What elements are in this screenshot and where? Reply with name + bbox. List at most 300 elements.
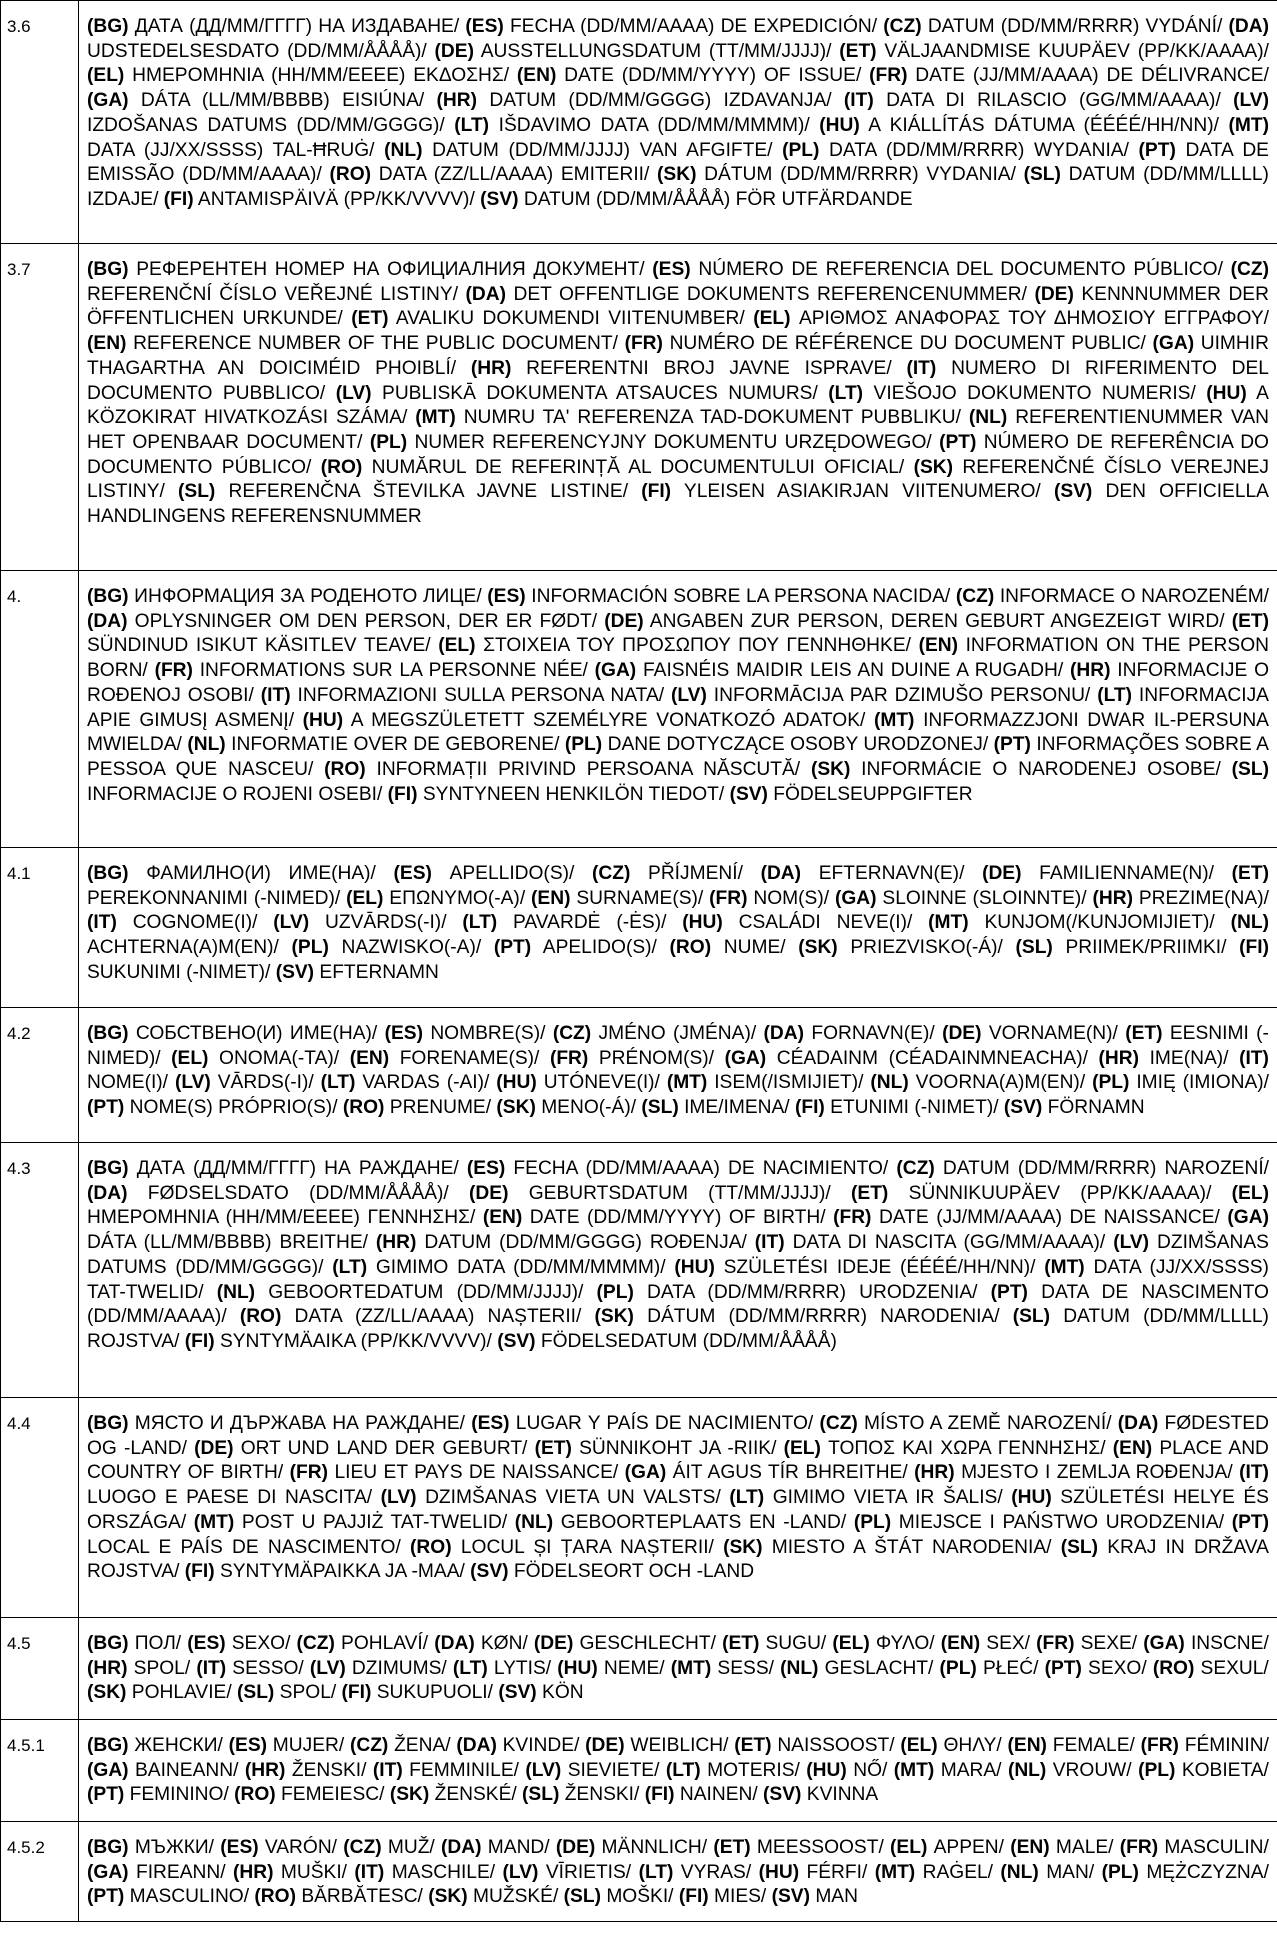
translated-label: PLACE AND COUNTRY OF BIRTH/ [87,1437,1269,1484]
translated-label: NOME(S) PRÓPRIO(S)/ [129,1097,338,1119]
language-code: (ET) [734,1735,772,1756]
translated-label: NÚMERO DE REFERÊNCIA DO DOCUMENTO PÚBLICO/ [87,431,1269,478]
translated-label: APELIDO(S)/ [542,937,657,959]
language-code: (EN) [918,635,958,657]
translated-label: PRÉNOM(S)/ [598,1047,714,1069]
translated-label: INFORMACIJE O ROĐENOJ OSOBI/ [87,660,1269,706]
row-number: 4.5.1 [1,1720,79,1822]
translated-label: МЪЖКИ/ [134,1837,214,1858]
language-code: (ET) [1125,1023,1163,1044]
translated-label: SURNAME(S)/ [576,887,704,909]
translated-label: DATUM (DD/MM/GGGG) IZDAVANJA/ [489,90,832,112]
translated-label: MAND/ [487,1837,550,1858]
translated-label: FECHA (DD/MM/AAAA) DE EXPEDICIÓN/ [509,16,878,37]
language-code: (SL) [1023,164,1061,186]
language-code: (PT) [493,937,532,959]
language-code: (HU) [674,1256,715,1278]
language-code: (HU) [1206,382,1247,404]
translated-label: OPLYSNINGER OM DEN PERSON, DER ER FØDT/ [134,610,598,632]
language-code: (LV) [671,684,707,706]
translated-label: SYNTYNEEN HENKILÖN TIEDOT/ [422,783,725,805]
translated-label: FEMININO/ [129,1784,229,1806]
translated-label: ΕΠΩΝΥΜΟ(-Α)/ [389,887,526,909]
translated-label: ACHTERNA(A)M(EN)/ [87,937,279,959]
language-code: (EN) [516,65,557,87]
language-code: (IT) [354,1861,385,1883]
language-code: (SL) [563,1886,601,1908]
translated-label: SEX/ [986,1633,1030,1654]
language-code: (IT) [906,357,937,379]
translated-label: DEN OFFICIELLA HANDLINGENS REFERENSNUMMER [87,481,1269,528]
language-code: (CZ) [896,1158,935,1179]
language-code: (PT) [993,734,1031,756]
row-label-text [79,848,1277,1008]
translated-label: МЯСТО И ДЪРЖАВА НА РАЖДАНЕ/ [134,1413,465,1434]
table-row [1,1008,1277,1143]
translated-label: MOTERIS/ [707,1759,800,1781]
language-code: (DA) [1117,1413,1159,1434]
language-code: (LV) [380,1487,417,1509]
language-code: (BG) [87,1735,129,1756]
translated-label: ΗΜΕΡΟΜΗΝΙΑ (ΗΗ/ΜΜ/ΕΕΕΕ) ΕΚΔΟΣΗΣ/ [132,65,510,87]
translated-label: JMÉNO (JMÉNA)/ [598,1023,757,1044]
language-code: (RO) [234,1784,276,1806]
row-label-text [79,1822,1277,1922]
language-code: (LT) [452,1657,488,1679]
language-code: (SV) [763,1784,802,1806]
language-code: (FR) [549,1047,589,1069]
language-code: (FI) [641,481,672,503]
language-code: (HR) [1069,660,1111,682]
translated-label: ΟΝΟΜΑ(-ΤΑ)/ [219,1047,340,1069]
translated-label: EFTERNAMN [319,961,439,983]
translated-label: APELLIDO(S)/ [449,863,575,884]
row-label-text [79,571,1277,848]
translated-label: VÄLJAANDMISE KUUPÄEV (PP/KK/AAAA)/ [884,40,1269,62]
translated-label: ΑΡΡΕΝ/ [933,1837,1004,1858]
language-code: (EL) [890,1837,928,1858]
language-code: (FI) [184,1561,215,1583]
language-code: (CZ) [1230,259,1269,280]
translated-label: SESS/ [717,1657,774,1679]
language-code: (DA) [1228,16,1269,37]
translated-label: DATUM (DD/MM/ÅÅÅÅ) FÖR UTFÄRDANDE [523,188,913,210]
table-body [1,1,1277,1922]
translated-label: KØN/ [480,1633,528,1654]
language-code: (DA) [87,610,128,632]
translated-label: MĘŻCZYZNA/ [1146,1861,1269,1883]
row-number: 3.7 [1,244,79,571]
translated-label: FEMMINILE/ [409,1759,519,1781]
language-code: (BG) [87,1413,129,1434]
translated-label: DATA DI RILASCIO (GG/MM/AAAA)/ [886,90,1221,112]
translated-label: AVALIKU DOKUMENDI VIITENUMBER/ [395,308,745,330]
language-code: (ET) [713,1837,751,1858]
language-code: (EL) [753,308,791,330]
language-code: (RO) [239,1306,282,1328]
language-code: (EL) [900,1735,938,1756]
translated-label: EFTERNAVN(E)/ [818,863,965,884]
language-code: (MT) [1044,1256,1085,1278]
language-code: (DA) [763,1023,805,1044]
language-code: (CZ) [883,16,922,37]
language-code: (LV) [335,382,372,404]
language-code: (HU) [682,912,723,934]
language-code: (HU) [806,1759,847,1781]
language-code: (HR) [244,1759,286,1781]
translated-label: DATA (DD/MM/RRRR) WYDANIA/ [829,139,1129,161]
translated-label: KOBIETA/ [1181,1759,1269,1781]
language-code: (NL) [870,1072,909,1094]
translated-label: MASCHILE/ [391,1861,496,1883]
table-row [1,1720,1277,1822]
language-code: (ET) [722,1633,760,1654]
language-code: (SK) [87,1682,127,1704]
translated-label: POST U PAJJIŻ TAT-TWELID/ [241,1511,508,1533]
translated-label: PRIIMEK/PRIIMKI/ [1065,937,1227,959]
translated-label: KENNNUMMER DER ÖFFENTLICHEN URKUNDE/ [87,283,1269,330]
translated-label: NUMER REFERENCYJNY DOKUMENTU URZĘDOWEGO/ [414,431,932,453]
language-code: (SV) [480,188,519,210]
translated-label: IŠDAVIMO DATA (DD/MM/MMMM)/ [498,114,810,136]
language-code: (PT) [87,1097,125,1119]
translated-label: CSALÁDI NEVE(I)/ [738,912,913,934]
translated-label: VIEŠOJO DOKUMENTO NUMERIS/ [873,382,1196,404]
translated-label: ΤΟΠΟΣ ΚΑΙ ΧΩΡΑ ΓΕΝΝΗΣΗΣ/ [828,1437,1106,1459]
translated-label: INFORMACE O NAROZENÉM/ [999,586,1270,607]
translated-label: SESSO/ [232,1657,304,1679]
translated-label: SYNTYMÄPAIKKA JA -MAA/ [219,1561,465,1583]
language-code: (FI) [794,1097,825,1119]
language-code: (PT) [990,1281,1028,1303]
language-code: (HR) [1098,1047,1140,1069]
language-code: (EL) [438,635,476,657]
table-row [1,244,1277,571]
language-code: (DA) [441,1837,482,1858]
translated-label: SPOL/ [133,1657,191,1679]
row-number: 4.5 [1,1618,79,1720]
language-code: (FI) [678,1886,709,1908]
translated-label: ÁIT AGUS TÍR BHREITHE/ [672,1462,908,1484]
table-row [1,1398,1277,1618]
translated-label: PAVARDĖ (-ĖS)/ [513,912,667,934]
translated-label: DZIMŠANAS VIETA UN VALSTS/ [425,1487,721,1509]
translated-label: LUGAR Y PAÍS DE NACIMIENTO/ [515,1413,814,1434]
language-code: (SV) [1003,1097,1043,1119]
language-code: (SL) [522,1784,560,1806]
translated-label: NÚMERO DE REFERENCIA DEL DOCUMENTO PÚBLICO/ [698,259,1223,280]
language-code: (ES) [471,1413,510,1434]
language-code: (PT) [1231,1511,1269,1533]
translated-label: MÄNNLICH/ [601,1837,708,1858]
language-code: (LT) [665,1759,701,1781]
language-code: (GA) [87,1861,129,1883]
language-code: (IT) [843,90,874,112]
translated-label: ŽENA/ [394,1735,451,1756]
language-code: (EL) [783,1437,821,1459]
translated-label: SEXE/ [1080,1633,1138,1654]
language-code: (NL) [514,1511,554,1533]
language-code: (EL) [346,887,384,909]
language-code: (DE) [1034,283,1074,305]
language-code: (NL) [1000,1861,1039,1883]
language-code: (PT) [1138,139,1176,161]
language-code: (IT) [1239,1462,1269,1484]
table-row [1,1143,1277,1398]
language-code: (SV) [1053,481,1093,503]
language-code: (SV) [275,961,315,983]
language-code: (BG) [87,1023,129,1044]
language-code: (SL) [1015,937,1053,959]
language-code: (SK) [657,164,697,186]
translated-label: ŽENSKÉ/ [434,1784,517,1806]
language-code: (LT) [729,1487,765,1509]
translated-label: NOME(I)/ [87,1072,169,1094]
translated-label: FIREANN/ [135,1861,226,1883]
translated-label: FÖDELSEUPPGIFTER [773,783,973,805]
translated-label: INFORMACIJE O ROJENI OSEBI/ [87,783,383,805]
language-code: (PL) [853,1511,892,1533]
translated-label: PEREKONNANIMI (-NIMED)/ [87,887,341,909]
language-code: (GA) [1152,333,1195,355]
language-code: (ES) [466,1158,506,1179]
language-code: (SK) [389,1784,430,1806]
language-code: (RO) [669,937,712,959]
language-code: (MT) [893,1759,935,1781]
language-code: (MT) [928,912,969,934]
language-code: (HR) [436,90,478,112]
translated-label: MÍSTO A ZEMĚ NAROZENÍ/ [864,1413,1112,1434]
language-code: (DE) [434,40,474,62]
translated-label: INFORMAZIONI SULLA PERSONA NATA/ [297,684,665,706]
language-code: (FR) [154,660,193,682]
language-code: (GA) [594,660,637,682]
translated-label: INFORMAÇÕES SOBRE A PESSOA QUE NASCEU/ [87,734,1269,780]
language-code: (FI) [1239,937,1269,959]
translated-label: ДАТА (ДД/ММ/ГГГГ) НА РАЖДАНЕ/ [136,1158,459,1179]
language-code: (SK) [428,1886,468,1908]
language-code: (SV) [470,1561,509,1583]
language-code: (NL) [1230,912,1269,934]
language-code: (LT) [462,912,498,934]
translated-label: ORT UND LAND DER GEBURT/ [240,1437,528,1459]
translated-label: MIES/ [714,1886,767,1908]
language-code: (GA) [724,1047,767,1069]
translated-label: PREZIME(NA)/ [1138,887,1269,909]
translated-label: MUJER/ [272,1735,345,1756]
language-code: (RO) [1152,1657,1195,1679]
translated-label: FÉRFI/ [806,1861,868,1883]
translated-label: REFERENČNÍ ČÍSLO VEŘEJNÉ LISTINY/ [87,283,459,305]
translated-label: SEXO/ [231,1633,291,1654]
row-label-text [79,1618,1277,1720]
language-code: (PL) [1101,1861,1139,1883]
language-code: (SK) [594,1306,634,1328]
row-number: 4.1 [1,848,79,1008]
language-code: (EN) [87,333,127,355]
translated-label: VARDAS (-AI)/ [362,1072,490,1094]
language-code: (MT) [873,709,915,731]
language-code: (SK) [810,758,851,780]
language-code: (RO) [342,1097,385,1119]
translated-label: DATE (DD/MM/YYYY) OF BIRTH/ [529,1207,826,1229]
language-code: (LV) [174,1072,211,1094]
translated-label: MAN/ [1046,1861,1095,1883]
translated-label: FØDESTED OG -LAND/ [87,1413,1269,1459]
translated-label: NŐ/ [853,1759,888,1781]
translated-label: DATA (ZZ/LL/AAAA) EMITERII/ [378,164,650,186]
translated-label: DATA (JJ/XX/SSSS) TAT-TWELID/ [87,1256,1269,1303]
translated-label: MARA/ [940,1759,1002,1781]
language-code: (HU) [302,709,344,731]
translated-label: GESCHLECHT/ [579,1633,716,1654]
translated-label: ANTAMISPÄIVÄ (PP/KK/VVVV)/ [197,188,475,210]
translated-label: DÁTUM (DD/MM/RRRR) NARODENIA/ [647,1306,1000,1328]
translated-label: NUMĂRUL DE REFERINȚĂ AL DOCUMENTULUI OFICIAL/ [371,456,905,478]
language-code: (ES) [220,1837,259,1858]
language-code: (DE) [585,1735,625,1756]
translated-label: MASCULINO/ [129,1886,250,1908]
language-code: (IT) [87,912,117,934]
translated-label: SZÜLETÉSI HELYE ÉS ORSZÁGA/ [87,1487,1269,1533]
language-code: (EN) [482,1207,523,1229]
language-code: (ET) [534,1437,572,1459]
translated-label: VARÓN/ [264,1837,338,1858]
translated-label: FORNAVN(E)/ [811,1023,935,1044]
translated-label: UIMHIR THAGARTHA AN DOICIMÉID PHOIBLÍ/ [87,333,1269,379]
translated-label: DATA (DD/MM/RRRR) URODZENIA/ [647,1281,978,1303]
language-code: (EN) [940,1633,981,1654]
language-code: (HU) [496,1072,537,1094]
language-code: (DE) [982,863,1022,884]
language-code: (CZ) [552,1023,592,1044]
translated-label: VĪRIETIS/ [545,1861,632,1883]
translated-label: SIEVIETE/ [567,1759,660,1781]
language-code: (ES) [228,1735,267,1756]
language-code: (IT) [754,1232,785,1254]
language-code: (FI) [163,188,194,210]
translated-label: EESNIMI (-NIMED)/ [87,1023,1269,1069]
translated-label: DATE (JJ/MM/AAAA) DE DÉLIVRANCE/ [915,65,1269,87]
translated-label: ДАТА (ДД/ММ/ГГГГ) НА ИЗДАВАНЕ/ [134,16,460,37]
row-number: 3.6 [1,1,79,244]
translated-label: MALE/ [1055,1837,1114,1858]
language-code: (FR) [1119,1837,1159,1858]
language-code: (MT) [670,1657,712,1679]
language-code: (BG) [87,16,129,37]
translated-label: INFORMACIÓN SOBRE LA PERSONA NACIDA/ [531,586,951,607]
translated-label: DATA (ZZ/LL/AAAA) NAȘTERII/ [294,1306,582,1328]
translated-label: NUME/ [723,937,786,959]
language-code: (CZ) [296,1633,335,1654]
language-code: (HU) [557,1657,598,1679]
language-code: (IT) [1239,1047,1269,1069]
language-code: (SL) [1231,758,1269,780]
translated-label: LIEU ET PAYS DE NAISSANCE/ [334,1462,619,1484]
translated-label: ΦΥΛΟ/ [875,1633,935,1654]
translated-label: SÜNNIKOHT JA -RIIK/ [579,1437,777,1459]
language-code: (LT) [638,1861,674,1883]
translated-label: NAINEN/ [679,1784,758,1806]
translated-label: SEXO/ [1088,1657,1147,1679]
language-code: (LV) [1233,90,1269,112]
language-code: (EN) [349,1047,390,1069]
language-code: (RO) [329,164,372,186]
translated-label: FECHA (DD/MM/AAAA) DE NACIMIENTO/ [513,1158,889,1179]
translated-label: AUSSTELLUNGSDATUM (TT/MM/JJJJ)/ [480,40,832,62]
language-code: (PL) [782,139,820,161]
translated-label: ETUNIMI (-NIMET)/ [830,1097,999,1119]
translated-label: REFERENCE NUMBER OF THE PUBLIC DOCUMENT/ [133,333,618,355]
language-code: (NL) [384,139,423,161]
language-code: (SL) [641,1097,679,1119]
language-code: (HU) [819,114,860,136]
table-row [1,1822,1277,1922]
translated-label: REFERENTNI BROJ JAVNE ISPRAVE/ [526,357,892,379]
translated-label: MIESTO A ŠTÁT NARODENIA/ [771,1536,1052,1558]
language-code: (HR) [914,1462,955,1484]
translated-label: DATUM (DD/MM/RRRR) VYDÁNÍ/ [927,16,1223,37]
translated-label: WEIBLICH/ [630,1735,729,1756]
translated-label: NEME/ [603,1657,665,1679]
language-code: (SL) [178,481,216,503]
translated-label: DATE (JJ/MM/AAAA) DE NAISSANCE/ [878,1207,1220,1229]
translated-label: РЕФЕРЕНТЕН НОМЕР НА ОФИЦИАЛНИЯ ДОКУМЕНТ/ [136,259,645,280]
language-code: (FR) [624,333,663,355]
language-code: (PL) [939,1657,977,1679]
translated-label: PRENUME/ [389,1097,492,1119]
translated-label: PŁEĆ/ [982,1657,1039,1679]
translated-label: NAZWISKO(-A)/ [341,937,482,959]
translated-label: FÖRNAMN [1047,1097,1145,1119]
language-code: (DE) [555,1837,596,1858]
translated-label: GIMIMO VIETA IR ŠALIS/ [772,1487,1003,1509]
language-code: (FR) [1140,1735,1179,1756]
language-code: (ET) [1231,863,1269,884]
language-code: (PL) [1092,1072,1130,1094]
language-code: (PT) [87,1784,125,1806]
language-code: (SL) [1012,1306,1051,1328]
translated-label: DATE (DD/MM/YYYY) OF ISSUE/ [564,65,862,87]
language-code: (DE) [533,1633,574,1654]
translated-label: INFORMATIONS SUR LA PERSONNE NÉE/ [199,660,588,682]
translated-label: MUŽSKÉ/ [473,1886,559,1908]
language-code: (MT) [415,407,456,429]
translated-label: INFORMACIJA APIE GIMUSĮ ASMENĮ/ [87,684,1269,731]
translated-label: POHLAVÍ/ [341,1633,429,1654]
language-code: (RO) [410,1536,452,1558]
translated-label: ŽENSKI/ [291,1759,367,1781]
language-code: (ET) [1231,610,1269,632]
translated-label: DATA DE NASCIMENTO (DD/MM/AAAA)/ [87,1281,1269,1328]
language-code: (ES) [652,259,691,280]
translated-label: FEMEIESC/ [281,1784,385,1806]
row-label-text [79,1720,1277,1822]
translated-label: SUKUNIMI (-NIMET)/ [87,961,271,983]
translated-label: FAMILIENNAME(N)/ [1039,863,1214,884]
translated-label: INFORMÁCIE O NARODENEJ OSOBE/ [861,758,1221,780]
language-code: (EN) [531,887,571,909]
translated-label: DÁTA (LL/MM/BBBB) BREITHE/ [87,1232,368,1254]
language-code: (DE) [194,1437,234,1459]
translated-label: NAISSOOST/ [777,1735,895,1756]
table-row [1,1618,1277,1720]
language-code: (IT) [372,1759,403,1781]
row-number: 4.3 [1,1143,79,1398]
row-label-text [79,244,1277,571]
translated-label: SLOINNE (SLOINNTE)/ [882,887,1087,909]
language-code: (BG) [87,259,129,280]
